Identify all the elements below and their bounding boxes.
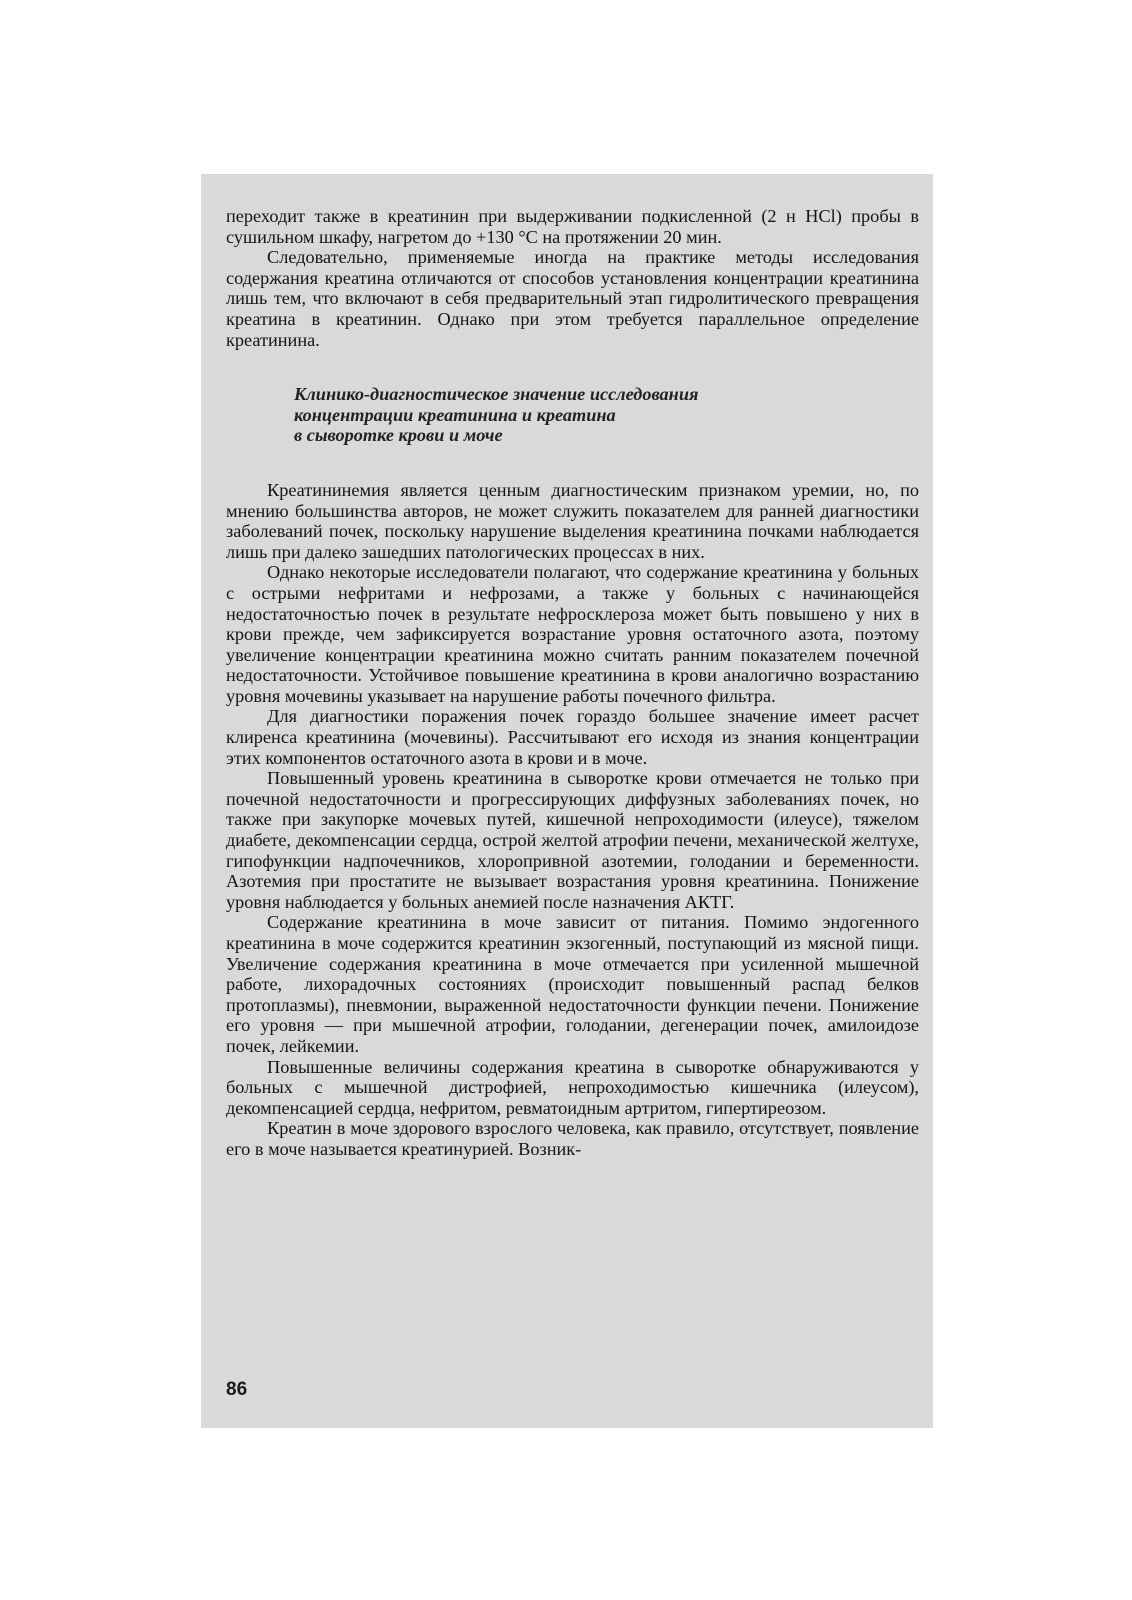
paragraph: Повышенный уровень креатинина в сыворотке крови отмечается не только при почечной недостаточности и прогрессирующих диффузных заболеваниях почек, но также при закупорке мочевых путей, кишечной непроходимости (илеусе), тяжелом диабете, декомпенсации сердца, острой желтой атрофии печени, механической желтухе, гипофункции надпочечников, хлоропривной азотемии, голодании и беременности. Азотемия при простатите не вызывает возрастания уровня креатинина. Понижение уровня наблюдается у больных анемией после назначения АКТГ. (226, 768, 919, 912)
paragraph-continued: переходит также в креатинин при выдерживании подкисленной (2 н HCl) пробы в сушильном шкафу, нагретом до +130 °С на протяжении 20 мин. (226, 206, 919, 247)
paragraph: Повышенные величины содержания креатина в сыворотке обнаруживаются у больных с мышечной дистрофией, непроходимостью кишечника (илеусом), декомпенсацией сердца, нефритом, ревматоидным артритом, гипертиреозом. (226, 1056, 919, 1118)
paragraph: Креатин в моче здорового взрослого человека, как правило, отсутствует, появление его в моче называется креатинурией. Возник- (226, 1118, 919, 1159)
section-heading-line: Клинико-диагностическое значение исследования (294, 384, 699, 405)
book-page (201, 174, 933, 1428)
section-heading-line: в сыворотке крови и моче (294, 425, 503, 446)
section-heading (294, 384, 919, 446)
page-number: 86 (226, 1379, 248, 1400)
text-column (226, 206, 919, 1160)
paragraph: Креатининемия является ценным диагностическим признаком уремии, но, по мнению большинства авторов, не может служить показателем для ранней диагностики заболеваний почек, поскольку нарушение выделения креатинина почками наблюдается лишь при далеко зашедших патологических процессах в них. (226, 479, 919, 562)
paragraph: Для диагностики поражения почек гораздо большее значение имеет расчет клиренса креатинина (мочевины). Рассчитывают его исходя из знания концентрации этих компонентов остаточного азота в крови и в моче. (226, 706, 919, 768)
paragraph: Следовательно, применяемые иногда на практике методы исследования содержания креатина отличаются от способов установления концентрации креатинина лишь тем, что включают в себя предварительный этап гидролитического превращения креатина в креатинин. Однако при этом требуется параллельное определение креатинина. (226, 247, 919, 350)
section-heading-line: концентрации креатинина и креатина (294, 404, 616, 425)
paragraph: Однако некоторые исследователи полагают, что содержание креатинина у больных с острыми нефритами и нефрозами, а также у больных с начинающейся недостаточностью почек в результате нефросклероза может быть повышено у них в крови прежде, чем зафиксируется возрастание уровня остаточного азота, поэтому увеличение концентрации креатинина можно считать ранним показателем почечной недостаточности. Устойчивое повышение креатинина в крови аналогично возрастанию уровня мочевины указывает на нарушение работы почечного фильтра. (226, 562, 919, 706)
paragraph: Содержание креатинина в моче зависит от питания. Помимо эндогенного креатинина в моче содержится креатинин экзогенный, поступающий из мясной пищи. Увеличение содержания креатинина в моче отмечается при усиленной мышечной работе, лихорадочных состояниях (происходит повышенный распад белков протоплазмы), пневмонии, выраженной недостаточности функции печени. Понижение его уровня — при мышечной атрофии, голодании, дегенерации почек, амилоидозе почек, лейкемии. (226, 912, 919, 1056)
